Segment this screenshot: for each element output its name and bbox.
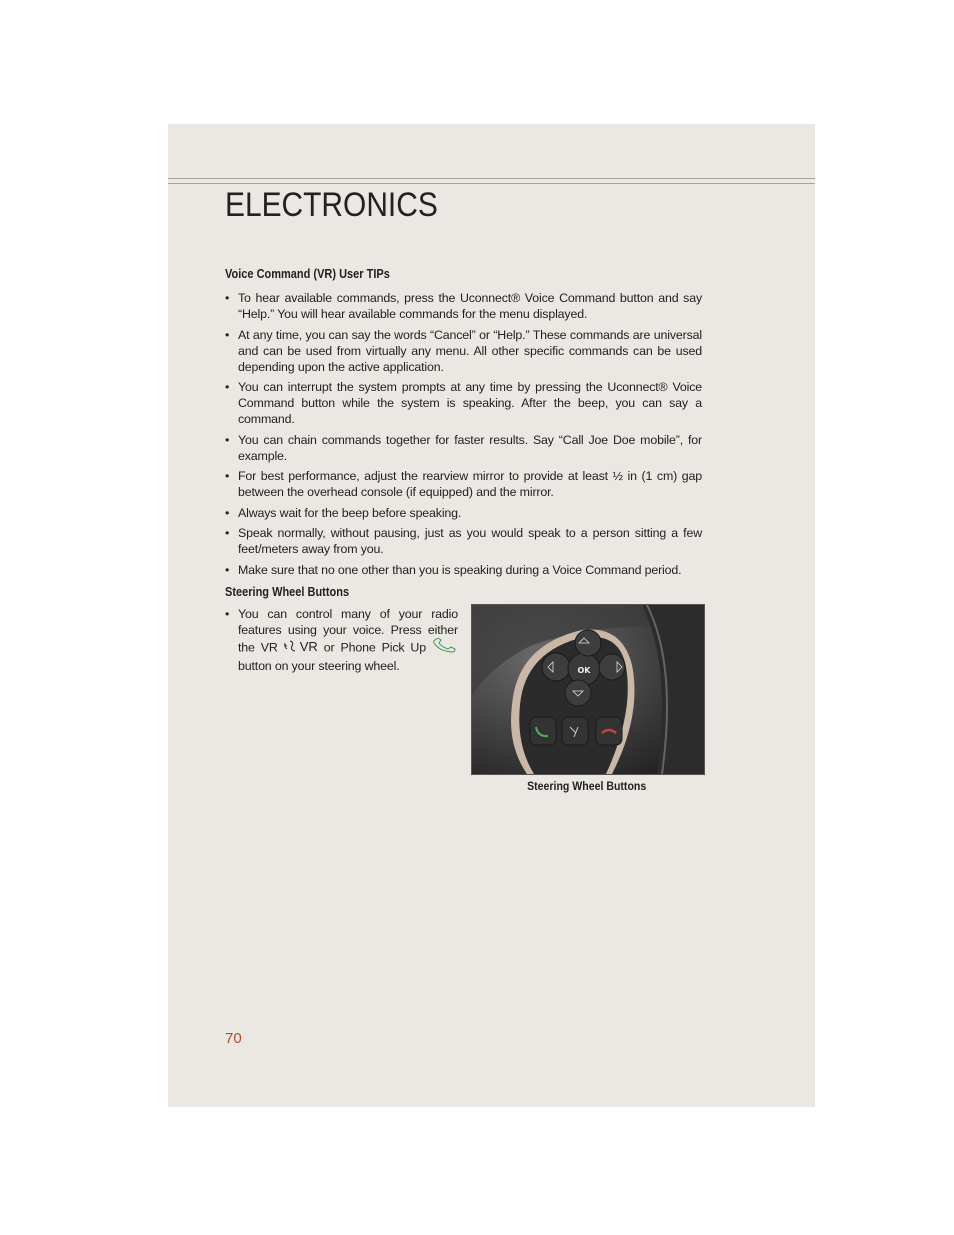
voice-tip-item: • You can interrupt the system prompts at any time by pressing the Uconnect® Voice Command button while the system is speaking. After the beep, you can say a command.	[225, 379, 702, 427]
voice-tip-item: • You can chain commands together for faster results. Say “Call Joe Doe mobile”, for example.	[225, 432, 702, 464]
voice-tip-item: • Speak normally, without pausing, just as you would speak to a person sitting a few feet/meters away from you.	[225, 525, 702, 557]
phone-pickup-icon	[432, 638, 458, 658]
voice-tip-item: • At any time, you can say the words “Cancel” or “Help.” These commands are universal and can be used from virtually any menu. All other specific commands can be used depending upon the active application.	[225, 327, 702, 375]
voice-tip-item: • To hear available commands, press the Uconnect® Voice Command button and say “Help.” You will hear available commands for the menu displayed.	[225, 290, 702, 322]
voice-tip-item: • Always wait for the beep before speaking.	[225, 505, 702, 521]
steering-text-2: or Phone Pick Up	[323, 640, 426, 655]
voice-tips-heading: Voice Command (VR) User TIPs	[225, 267, 390, 281]
ok-button-label: OK	[577, 666, 591, 675]
steering-wheel-photo	[471, 604, 705, 775]
steering-heading: Steering Wheel Buttons	[225, 585, 350, 599]
header-rule-top	[168, 178, 815, 179]
steering-text-3: button on your steering wheel.	[238, 659, 400, 673]
vr-icon	[284, 639, 318, 655]
vr-icon-label: VR	[299, 639, 318, 655]
voice-tips-list	[225, 290, 702, 582]
page-number: 70	[225, 1030, 242, 1047]
photo-caption	[471, 779, 703, 793]
steering-bullet	[225, 606, 458, 674]
section-title: ELECTRONICS	[225, 186, 438, 224]
manual-page	[168, 124, 815, 1107]
header-rule-bottom	[168, 183, 815, 184]
voice-tip-item: • For best performance, adjust the rearview mirror to provide at least ½ in (1 cm) gap between the overhead console (if equipped) and the mirror.	[225, 468, 702, 500]
photo-caption-text: Steering Wheel Buttons	[527, 779, 647, 793]
voice-tip-item: • Make sure that no one other than you is speaking during a Voice Command period.	[225, 562, 702, 578]
steering-text-1: You can control many of your radio features using your voice. Press either the VR	[238, 607, 458, 655]
